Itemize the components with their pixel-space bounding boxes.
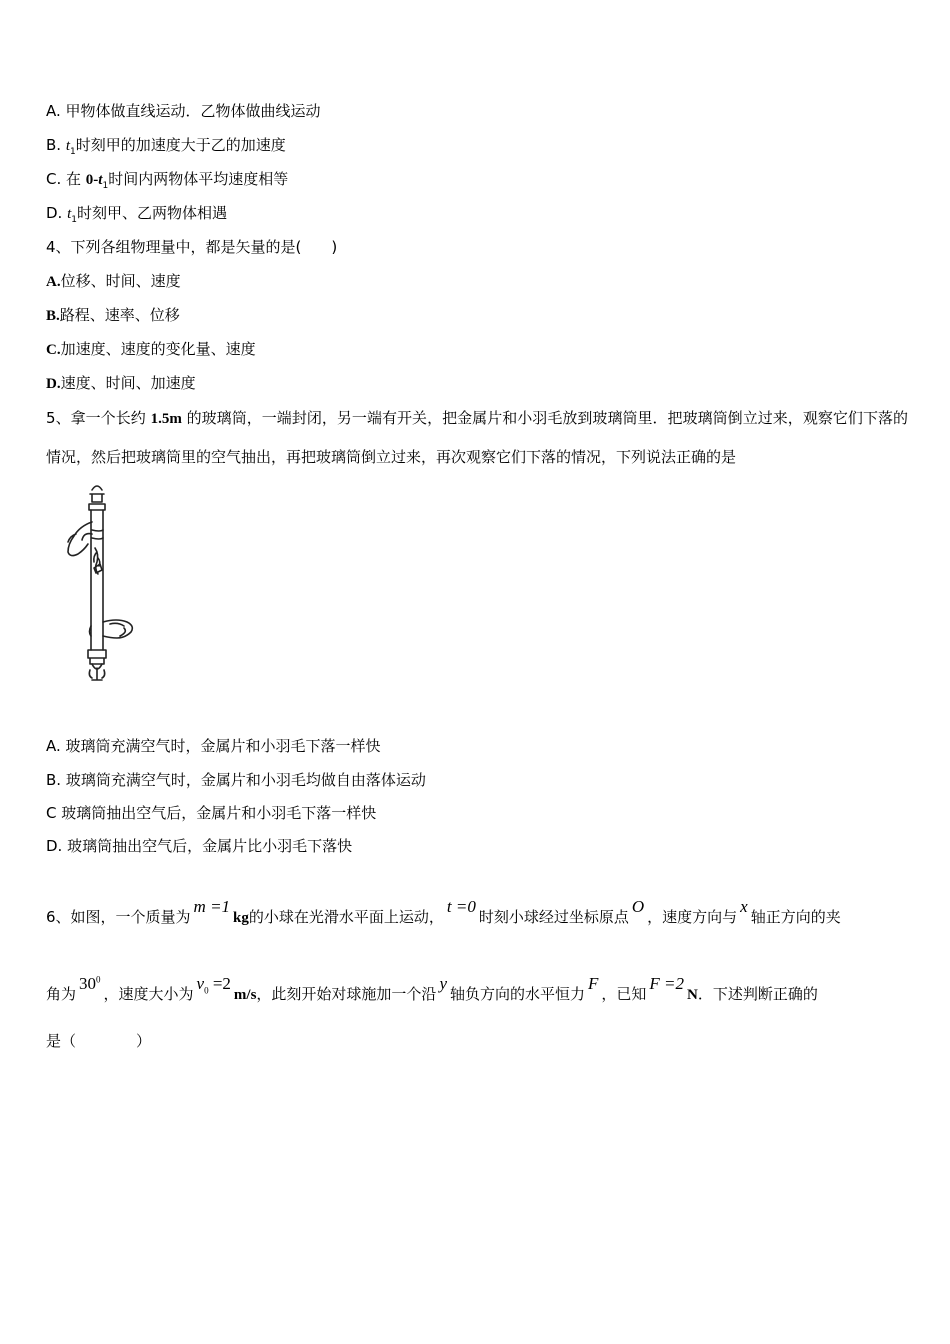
- q5-option-d: [46, 836, 352, 856]
- angle-number: 30: [79, 974, 97, 993]
- t-symbol: t: [67, 206, 72, 222]
- q4-stem: [46, 237, 337, 257]
- q6-answer-blank: 是（ ）: [46, 1032, 152, 1050]
- time-equation: [447, 897, 476, 916]
- q5-option-a-text: A. 玻璃筒充满空气时，金属片和小羽毛下落一样快: [46, 737, 381, 755]
- q6-text: 角为: [46, 985, 77, 1003]
- speed-equation: [196, 974, 231, 996]
- q4-option-a-text: 位移、时间、速度: [60, 272, 181, 290]
- q3-option-d-text: 时刻甲、乙两物体相遇: [77, 204, 228, 222]
- q6-text: ，此刻开始对球施加一个沿: [256, 985, 437, 1003]
- velocity-subscript: 0: [204, 985, 209, 996]
- q6-text: 轴负方向的水平恒力: [449, 985, 585, 1003]
- force-equation: [649, 974, 684, 993]
- q4-stem-text: 4、下列各组物理量中，都是矢量的是( ): [46, 238, 338, 256]
- t-subscript: 1: [70, 147, 76, 157]
- q3-option-a-text: A. 甲物体做直线运动．乙物体做曲线运动: [46, 102, 321, 120]
- q6-text: 的小球在光滑水平面上运动，: [248, 908, 444, 926]
- q3-option-c-prefix: C. 在: [46, 170, 86, 188]
- degree-mark: 0: [96, 974, 101, 985]
- q3-option-d-prefix: D.: [46, 204, 68, 222]
- q5-stem-text: 的玻璃筒，一端封闭，另一端有开关，把金属片和小羽毛放到玻璃筒里．把玻璃筒倒立过来，观察它们下落的情况，然后把玻璃筒里的空气抽出，再把玻璃筒倒立过来，再次观察它们下落的情况，下列说法正确的是: [46, 409, 909, 466]
- q3-option-a: [46, 101, 321, 121]
- option-letter: C.: [46, 342, 61, 358]
- q4-option-a: [46, 271, 181, 292]
- mass-value: m =1: [193, 897, 231, 916]
- q4-option-d: [46, 373, 196, 394]
- q5-option-d-text: D. 玻璃筒抽出空气后，金属片比小羽毛下落快: [46, 837, 353, 855]
- q5-option-b-text: B. 玻璃筒充满空气时，金属片和小羽毛均做自由落体运动: [46, 771, 426, 789]
- q3-option-b-text: 时刻甲的加速度大于乙的加速度: [75, 136, 286, 154]
- q5-option-c-text: C 玻璃筒抽出空气后，金属片和小羽毛下落一样快: [46, 804, 377, 822]
- time-range-start: 0-: [85, 172, 99, 188]
- q3-option-c-text: 时间内两物体平均速度相等: [108, 170, 289, 188]
- q4-option-c: [46, 339, 256, 360]
- y-axis-symbol: y: [439, 974, 447, 993]
- origin-symbol: O: [631, 897, 645, 916]
- option-letter: D.: [46, 376, 61, 392]
- q4-option-b: [46, 305, 180, 326]
- option-letter: B.: [46, 308, 60, 324]
- t-subscript: 1: [102, 181, 109, 191]
- t-symbol: t: [98, 172, 103, 188]
- q6-text: ，速度大小为: [103, 985, 194, 1003]
- glass-tube-figure: [62, 482, 142, 694]
- force-unit: N: [687, 987, 698, 1003]
- q6-line-1: [46, 897, 908, 927]
- force-value: F =2: [649, 974, 685, 993]
- q5-stem: [46, 399, 908, 476]
- q6-text: 轴正方向的夹: [750, 908, 841, 926]
- q3-option-c: [46, 169, 288, 196]
- t-subscript: 1: [71, 215, 77, 225]
- velocity-value: =2: [212, 974, 231, 993]
- q4-option-d-text: 速度、时间、加速度: [60, 374, 196, 392]
- q5-option-a: [46, 736, 381, 756]
- mass-unit: kg: [233, 910, 249, 926]
- speed-unit: m/s: [233, 987, 257, 1003]
- q5-option-b: [46, 770, 426, 790]
- mass-equation: [194, 897, 231, 916]
- q5-option-c: [46, 803, 376, 823]
- q6-line-3: [46, 1031, 151, 1051]
- q6-text: ．下述判断正确的: [697, 985, 818, 1003]
- tube-length: 1.5m: [150, 411, 182, 427]
- t-symbol: t: [65, 138, 70, 154]
- velocity-symbol: v: [196, 974, 205, 993]
- angle-value: [79, 974, 101, 993]
- q6-line-2: [46, 974, 908, 1005]
- q3-option-d: [46, 203, 227, 230]
- q6-text: 6、如图，一个质量为: [46, 908, 191, 926]
- q6-text: ，速度方向与: [647, 908, 738, 926]
- q4-option-b-text: 路程、速率、位移: [59, 306, 180, 324]
- q3-option-b: [46, 135, 286, 162]
- q4-option-c-text: 加速度、速度的变化量、速度: [60, 340, 256, 358]
- q5-stem-prefix: 5、拿一个长约: [46, 409, 151, 427]
- time-value: t =0: [446, 897, 476, 916]
- q6-text: 时刻小球经过坐标原点: [478, 908, 629, 926]
- q6-text: ，已知: [601, 985, 647, 1003]
- x-axis-symbol: x: [740, 897, 748, 916]
- q3-option-b-prefix: B.: [46, 136, 66, 154]
- force-symbol: F: [588, 974, 599, 993]
- option-letter: A.: [46, 274, 61, 290]
